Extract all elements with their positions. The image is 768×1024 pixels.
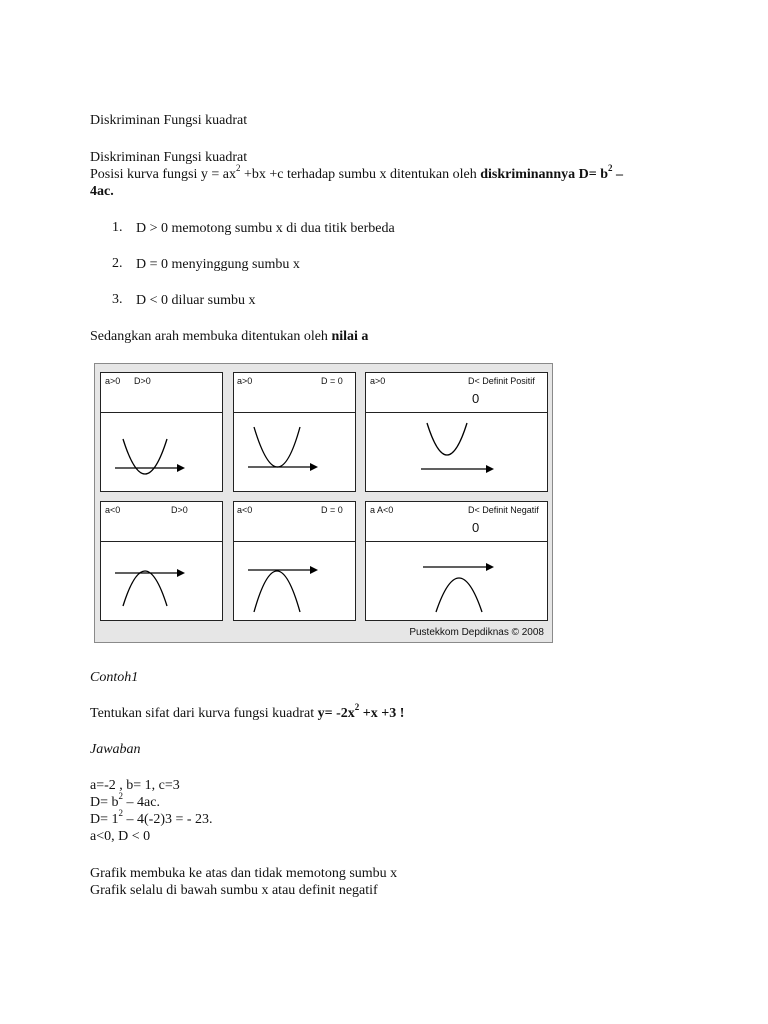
answer-line-2: [90, 791, 160, 811]
parabola-curve: [254, 571, 300, 612]
list-item-number: 3.: [112, 292, 123, 307]
parabola-plot: [101, 413, 222, 491]
cell-label-d: D< Definit Positif: [468, 376, 535, 386]
cell-header: [366, 502, 547, 542]
direction-bold: nilai a: [331, 329, 369, 344]
parabola-curve: [254, 427, 300, 467]
arrow-head: [310, 463, 318, 471]
intro-paragraph: [90, 163, 624, 183]
arrow-head: [310, 566, 318, 574]
figure-credit: Pustekkom Depdiknas © 2008: [409, 627, 544, 638]
intro-middle: +bx +c terhadap sumbu x ditentukan oleh: [240, 167, 481, 182]
cell-label-d: D>0: [134, 376, 151, 386]
figure-cell-down-d-positive: [100, 501, 223, 621]
question-sup: 2: [354, 702, 360, 713]
cell-label-a: a>0: [105, 376, 121, 386]
cell-label-a: a A<0: [370, 505, 394, 515]
list-item-text: D > 0 memotong sumbu x di dua titik berbeda: [136, 221, 395, 236]
answer-line-2-prefix: D= b: [90, 795, 119, 810]
arrow-head: [177, 464, 185, 472]
cell-header: [366, 373, 547, 413]
parabola-curve: [436, 578, 482, 612]
conclusion-1: Grafik membuka ke atas dan tidak memotong sumbu x: [90, 866, 398, 881]
figure-cell-up-definite-positive: [365, 372, 548, 492]
list-item-number: 2.: [112, 256, 123, 271]
parabola-plot: [101, 542, 222, 620]
parabola-curve: [123, 439, 167, 474]
page-title: Diskriminan Fungsi kuadrat: [90, 113, 248, 128]
figure-cell-down-definite-negative: [365, 501, 548, 621]
question-bold1: y= -2x: [317, 706, 355, 721]
parabola-plot: [366, 542, 547, 620]
conclusion-2: Grafik selalu di bawah sumbu x atau definit negatif: [90, 883, 378, 898]
question-prefix: Tentukan sifat dari kurva fungsi kuadrat: [90, 706, 318, 721]
answer-line-3-suffix: – 4(-2)3 = - 23.: [123, 812, 213, 827]
example-heading: Contoh1: [90, 670, 139, 685]
cell-zero: 0: [472, 520, 480, 535]
cell-label-a: a>0: [237, 376, 253, 386]
intro-line2: 4ac.: [90, 184, 114, 199]
cell-label-d: D>0: [171, 505, 188, 515]
cell-zero: 0: [472, 391, 480, 406]
figure-cell-up-d-zero: [233, 372, 356, 492]
intro-bold: diskriminannya D= b: [480, 167, 609, 182]
arrow-head: [486, 563, 494, 571]
intro-prefix: Posisi kurva fungsi y = ax: [90, 167, 236, 182]
parabola-plot: [234, 413, 355, 491]
cell-header: [234, 373, 355, 413]
answer-line-2-suffix: – 4ac.: [123, 795, 160, 810]
example-question: [90, 702, 405, 722]
cell-header: [234, 502, 355, 542]
answer-line-3-sup: 2: [118, 808, 124, 819]
direction-prefix: Sedangkan arah membuka ditentukan oleh: [90, 329, 332, 344]
parabola-curve: [427, 423, 467, 455]
answer-line-3-prefix: D= 1: [90, 812, 119, 827]
cell-label-d: D = 0: [321, 505, 343, 515]
answer-line-3: [90, 808, 213, 828]
cell-header: [101, 502, 222, 542]
answer-line-1: a=-2 , b= 1, c=3: [90, 778, 180, 793]
intro-bold-end: –: [612, 167, 624, 182]
section-title: Diskriminan Fungsi kuadrat: [90, 150, 248, 165]
arrow-head: [177, 569, 185, 577]
figure-cell-down-d-zero: [233, 501, 356, 621]
cell-header: [101, 373, 222, 413]
cell-label-d: D< Definit Negatif: [468, 505, 539, 515]
list-item-text: D = 0 menyinggung sumbu x: [136, 257, 300, 272]
cell-label-a: a<0: [105, 505, 121, 515]
parabola-plot: [234, 542, 355, 620]
cell-label-a: a>0: [370, 376, 386, 386]
cell-label-a: a<0: [237, 505, 253, 515]
cell-label-d: D = 0: [321, 376, 343, 386]
answer-heading: Jawaban: [90, 742, 141, 757]
parabola-curve: [123, 571, 167, 606]
parabola-plot: [366, 413, 547, 491]
list-item-number: 1.: [112, 220, 123, 235]
figure-cell-up-d-positive: [100, 372, 223, 492]
answer-line-2-sup: 2: [118, 791, 124, 802]
direction-paragraph: [90, 328, 368, 345]
parabola-figure: [94, 363, 553, 643]
list-item-text: D < 0 diluar sumbu x: [136, 293, 256, 308]
arrow-head: [486, 465, 494, 473]
answer-line-4: a<0, D < 0: [90, 829, 151, 844]
intro-sup2: 2: [608, 163, 613, 174]
intro-sup1: 2: [235, 163, 241, 174]
question-bold2: +x +3 !: [359, 706, 405, 721]
